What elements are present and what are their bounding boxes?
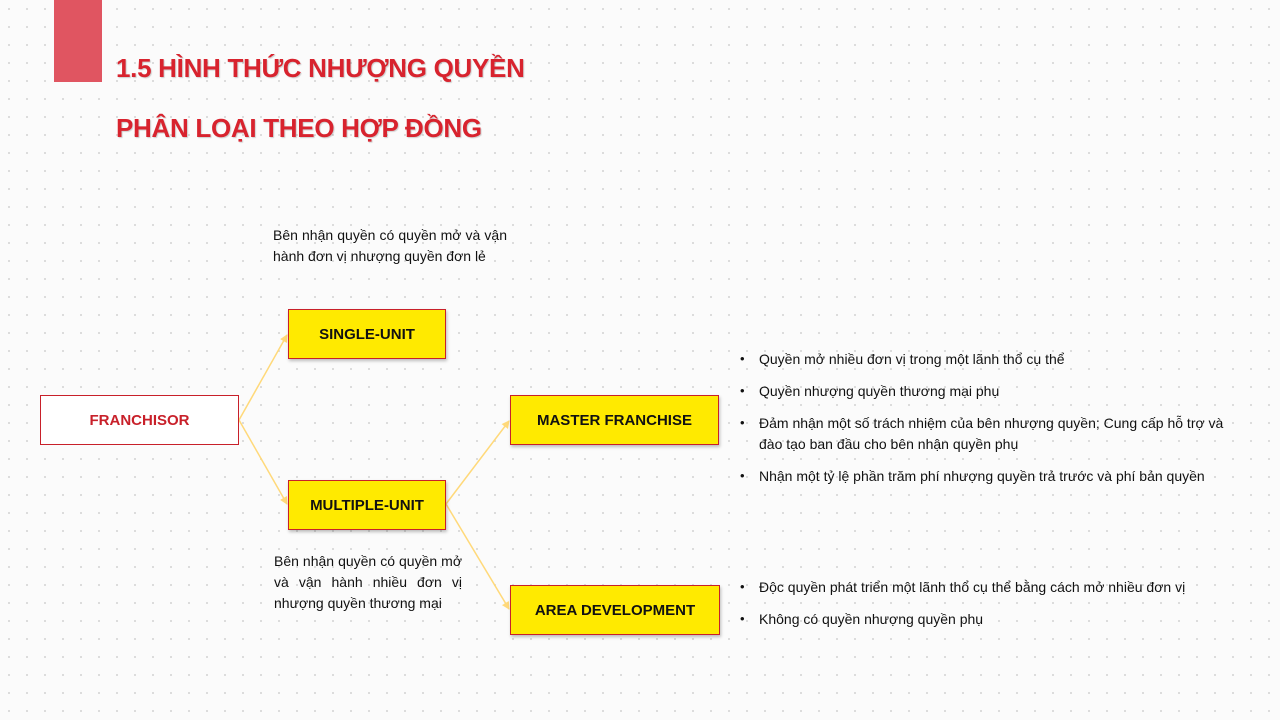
master-franchise-bullets — [740, 349, 1230, 498]
connector-multiple-unit-master — [446, 421, 509, 504]
bullet-item: • Quyền nhượng quyền thương mại phụ — [740, 381, 1230, 402]
node-single-unit-label: SINGLE-UNIT — [319, 325, 415, 343]
bullet-item: • Nhận một tỷ lệ phần trăm phí nhượng quyền trả trước và phí bản quyền — [740, 466, 1230, 487]
node-multiple-unit-label: MULTIPLE-UNIT — [310, 496, 424, 514]
bullet-item: • Quyền mở nhiều đơn vị trong một lãnh thổ cụ thể — [740, 349, 1230, 370]
slide-subtitle: PHÂN LOẠI THEO HỢP ĐỒNG — [116, 113, 482, 143]
single-unit-description: Bên nhận quyền có quyền mở và vận hành đơn vị nhượng quyền đơn lẻ — [273, 227, 507, 264]
connector-franchisor-single-unit — [239, 335, 287, 420]
node-single-unit — [288, 309, 446, 359]
node-area-development-label: AREA DEVELOPMENT — [534, 601, 696, 619]
slide-title: 1.5 HÌNH THỨC NHƯỢNG QUYỀN — [116, 53, 525, 83]
node-multiple-unit — [288, 480, 446, 530]
connector-franchisor-multiple-unit — [239, 420, 287, 504]
bullet-item: • Độc quyền phát triển một lãnh thổ cụ thể bằng cách mở nhiều đơn vị — [740, 577, 1240, 598]
node-master-franchise-label: MASTER FRANCHISE — [536, 411, 692, 429]
node-franchisor-label: FRANCHISOR — [89, 411, 190, 429]
node-franchisor — [40, 395, 239, 445]
bullet-item: • Đảm nhận một số trách nhiệm của bên nhượng quyền; Cung cấp hỗ trợ và đào tạo ban đầu cho bên nhận quyền phụ — [740, 413, 1230, 454]
multiple-unit-description: Bên nhận quyền có quyền mở và vận hành nhiều đơn vị nhượng quyền thương mại — [274, 553, 462, 611]
node-master-franchise — [510, 395, 719, 445]
node-area-development — [510, 585, 720, 635]
bullet-item: • Không có quyền nhượng quyền phụ — [740, 609, 1240, 630]
area-development-bullets — [740, 577, 1240, 641]
